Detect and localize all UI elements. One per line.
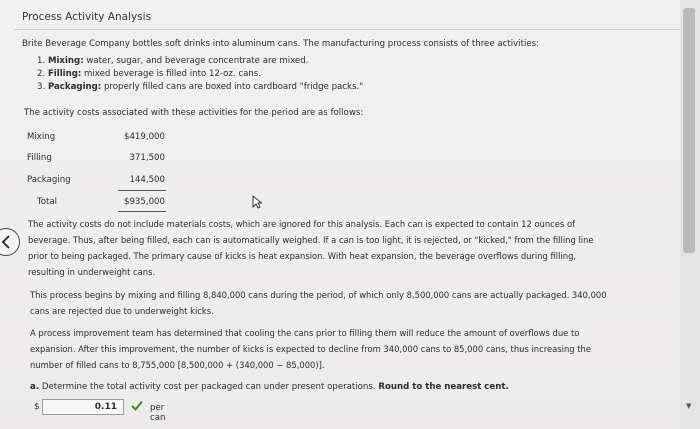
check-icon bbox=[131, 400, 143, 412]
list-item: 2. Filling: mixed beverage is filled into 12-oz. cans. bbox=[37, 69, 262, 80]
total-rule bbox=[118, 211, 166, 212]
paragraph-kicks: The activity costs do not include materials costs, which are ignored for this analysis. Each can is expected to contain 12 ounces of beverage. Thus, after being filled, each can is automatically weighed. If a can is too light, it is rejected, or "kicked," from the filling line prior to being packaged. The primary cause of kicks is heat expansion. With heat expansion, the beverage overflows during filling, resulting in underweight cans. bbox=[28, 219, 594, 277]
subtotal-rule bbox=[118, 190, 166, 191]
scrollbar-thumb[interactable] bbox=[683, 8, 695, 253]
cost-value-packaging: 144,500 bbox=[129, 175, 165, 185]
divider bbox=[14, 29, 684, 30]
scroll-down-icon[interactable]: ▼ bbox=[686, 402, 692, 410]
total-label: Total bbox=[37, 197, 58, 207]
cost-value-mixing: $419,000 bbox=[123, 132, 165, 142]
costs-intro: The activity costs associated with these activities for the period are as follows: bbox=[24, 108, 364, 118]
cost-label-filling: Filling bbox=[27, 153, 52, 163]
total-value: $935,000 bbox=[123, 197, 165, 207]
intro-text: Brite Beverage Company bottles soft drinks into aluminum cans. The manufacturing process consists of three activities: bbox=[22, 39, 539, 49]
list-item: 1. Mixing: water, sugar, and beverage concentrate are mixed. bbox=[37, 56, 309, 66]
answer-input[interactable]: 0.11 bbox=[42, 399, 124, 415]
chevron-left-icon bbox=[1, 235, 11, 249]
cost-label-packaging: Packaging bbox=[27, 175, 71, 185]
mouse-cursor-icon bbox=[252, 195, 262, 209]
back-button[interactable] bbox=[0, 228, 20, 256]
cost-value-filling: 371,500 bbox=[129, 153, 165, 163]
paragraph-improvement: A process improvement team has determined that cooling the cans prior to filling them will reduce the amount of overflows due to expansion. After this improvement, the number of kicks is expected to decline from 340,000 cans to 85,000 cans, thus increasing the number of filled cans to 8,755,000 [8,500,000 + (340,000 − 85,000)]. bbox=[30, 328, 591, 370]
paragraph-process: This process begins by mixing and filling 8,840,000 cans during the period, of which only 8,500,000 cans are actually packaged. 340,000 cans are rejected due to underweight kicks. bbox=[30, 290, 607, 316]
currency-symbol: $ bbox=[34, 402, 40, 412]
unit-label: per can bbox=[150, 403, 166, 423]
question-a: a. Determine the total activity cost per packaged can under present operations. Round to the nearest cent. bbox=[30, 382, 509, 392]
cost-label-mixing: Mixing bbox=[27, 132, 56, 142]
list-item: 3. Packaging: properly filled cans are boxed into cardboard "fridge packs." bbox=[37, 82, 364, 93]
activity-list bbox=[37, 55, 363, 95]
page-title: Process Activity Analysis bbox=[22, 11, 152, 23]
